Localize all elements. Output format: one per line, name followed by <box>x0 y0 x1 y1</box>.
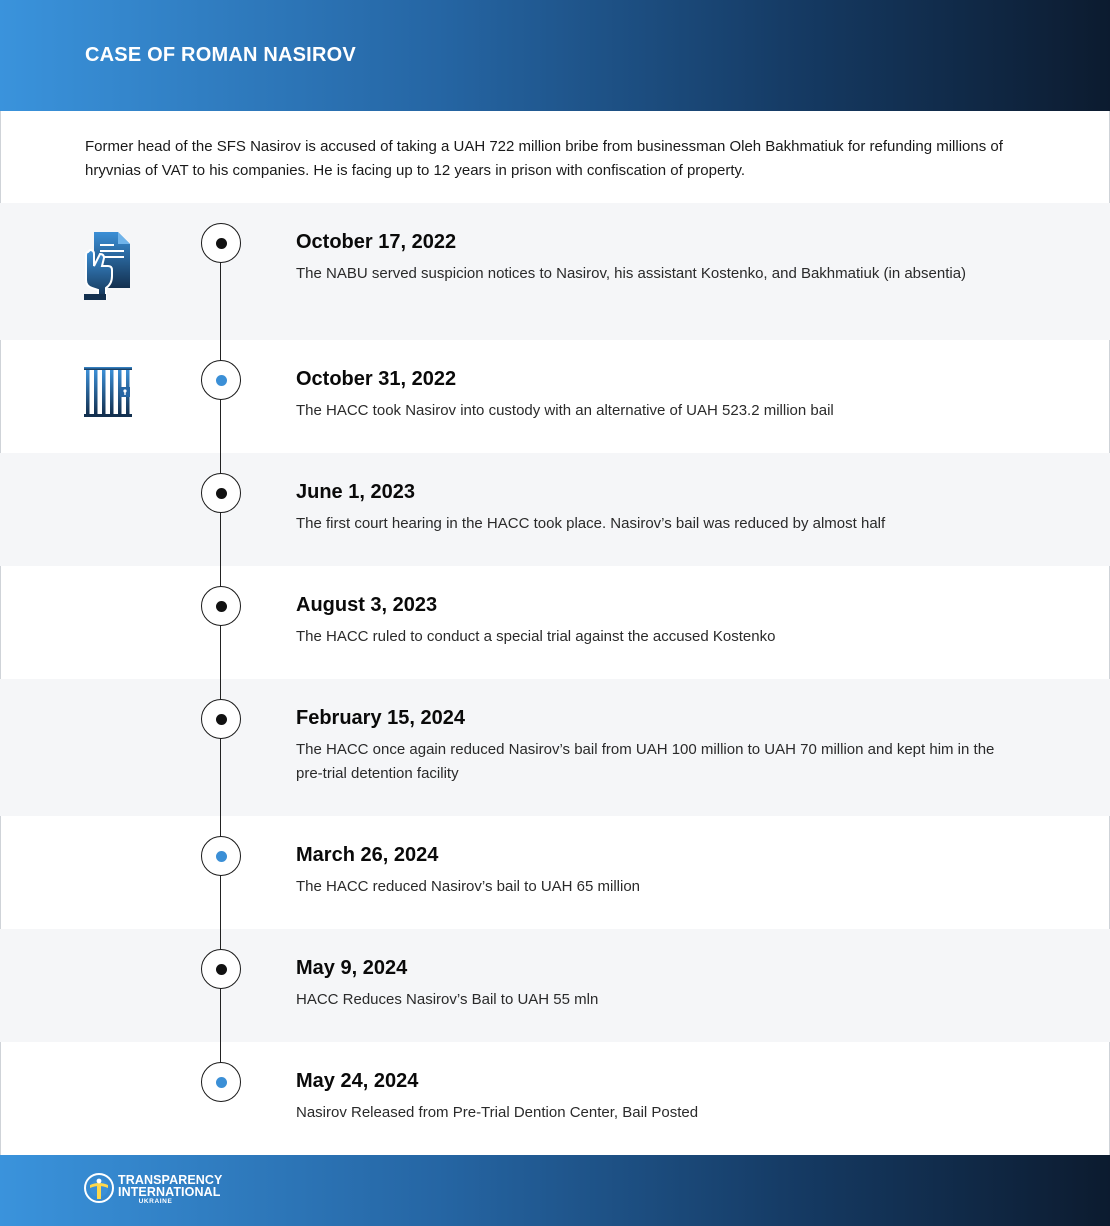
timeline-event <box>0 929 1110 1042</box>
timeline-event <box>0 340 1110 453</box>
event-description: HACC Reduces Nasirov’s Bail to UAH 55 mln <box>296 991 599 1008</box>
timeline-marker <box>201 949 241 989</box>
event-description: The HACC ruled to conduct a special trial against the accused Kostenko <box>296 628 776 645</box>
event-description: The HACC once again reduced Nasirov’s bail from UAH 100 million to UAH 70 million and kept him in the pre-trial detention facility <box>296 741 995 782</box>
timeline-marker <box>201 836 241 876</box>
marker-dot <box>216 851 227 862</box>
event-description: The first court hearing in the HACC took place. Nasirov’s bail was reduced by almost half <box>296 515 886 532</box>
marker-dot <box>216 601 227 612</box>
timeline-marker <box>201 223 241 263</box>
timeline <box>0 203 1110 1155</box>
timeline-event <box>0 1042 1110 1155</box>
timeline-marker <box>201 699 241 739</box>
document-hand-icon <box>84 230 132 300</box>
marker-dot <box>216 714 227 725</box>
timeline-marker <box>201 473 241 513</box>
event-description: Nasirov Released from Pre-Trial Dention Center, Bail Posted <box>296 1104 699 1121</box>
timeline-marker <box>201 1062 241 1102</box>
event-date: May 9, 2024 <box>296 957 408 979</box>
event-description: The HACC took Nasirov into custody with an alternative of UAH 523.2 million bail <box>296 402 834 419</box>
header-banner <box>0 0 1110 111</box>
event-date: May 24, 2024 <box>296 1070 419 1092</box>
logo-line-1: TRANSPARENCY <box>118 1173 223 1187</box>
marker-dot <box>216 375 227 386</box>
ti-logo-icon <box>84 1173 114 1203</box>
timeline-event <box>0 679 1110 816</box>
event-date: June 1, 2023 <box>296 481 415 503</box>
timeline-marker <box>201 586 241 626</box>
marker-dot <box>216 1077 227 1088</box>
logo-line-3: UKRAINE <box>138 1198 173 1205</box>
prison-bars-icon <box>84 367 132 421</box>
marker-dot <box>216 488 227 499</box>
event-date: August 3, 2023 <box>296 594 438 616</box>
timeline-event <box>0 453 1110 566</box>
marker-dot <box>216 238 227 249</box>
footer-banner <box>0 1155 1110 1226</box>
timeline-event <box>0 816 1110 929</box>
event-date: October 17, 2022 <box>296 231 457 253</box>
timeline-marker <box>201 360 241 400</box>
marker-dot <box>216 964 227 975</box>
event-date: March 26, 2024 <box>296 844 439 866</box>
timeline-event <box>0 566 1110 679</box>
timeline-event <box>0 203 1110 340</box>
event-description: The HACC reduced Nasirov’s bail to UAH 65 million <box>296 878 641 895</box>
intro-paragraph: Former head of the SFS Nasirov is accused of taking a UAH 722 million bribe from businessman Oleh Bakhmatiuk for refunding millions of hryvnias of VAT to his companies. He is facing up to 12 years in prison with confiscation of property. <box>85 138 1003 179</box>
logo-wordmark <box>118 1174 222 1206</box>
page-title: CASE OF ROMAN NASIROV <box>85 44 356 66</box>
logo-line-2: INTERNATIONAL <box>118 1185 221 1199</box>
event-description: The NABU served suspicion notices to Nasirov, his assistant Kostenko, and Bakhmatiuk (in absentia) <box>296 265 967 282</box>
event-date: October 31, 2022 <box>296 368 457 390</box>
event-date: February 15, 2024 <box>296 707 465 729</box>
